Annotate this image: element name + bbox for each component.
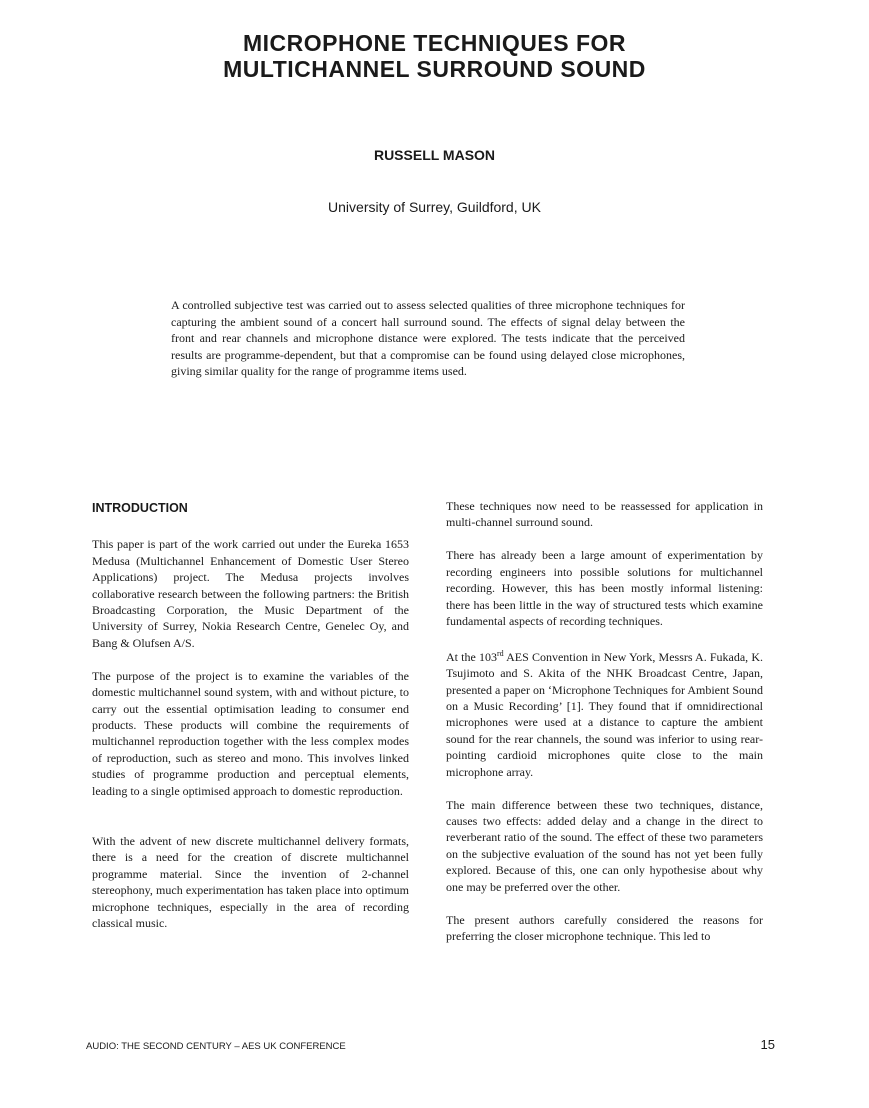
paper-title: [0, 30, 869, 82]
abstract: A controlled subjective test was carried out to assess selected qualities of three microphone techniques for capturing the ambient sound of a concert hall surround sound. The effects of signal delay between the front and rear channels and microphone distance were explored. The tests indicate that the perceived results are programme-dependent, but that a compromise can be found using delayed close microphones, giving similar quality for the range of programme items used.: [171, 298, 685, 379]
title-line-2: MULTICHANNEL SURROUND SOUND: [223, 56, 646, 82]
section-heading: INTRODUCTION: [92, 501, 188, 515]
paragraph: These techniques now need to be reassessed for application in multi-channel surround sound.: [446, 499, 763, 530]
paragraph: There has already been a large amount of experimentation by recording engineers into possible solutions for multichannel recording. However, this has been mostly informal listening: there has been little in the way of structured tests which examine fundamental aspects of recording techniques.: [446, 548, 763, 628]
author-affiliation: University of Surrey, Guildford, UK: [328, 199, 541, 215]
paragraph: The main difference between these two techniques, distance, causes two effects: added delay and a change in the direct to reverberant ratio of the sound. The effect of these two parameters on the subjective evaluation of the sound has not yet been fully explored. Because of this, one can only hypothesise about why one may be preferred over the other.: [446, 797, 763, 894]
conference-footer: AUDIO: THE SECOND CENTURY – AES UK CONFERENCE: [86, 1041, 346, 1052]
author-name: RUSSELL MASON: [373, 147, 496, 163]
left-column: [92, 498, 409, 948]
paragraph: With the advent of new discrete multichannel delivery formats, there is a need for the creation of discrete multichannel programme material. Since the invention of 2-channel stereophony, much experimentation has taken place into optimum microphone techniques, especially in the area of recording classical music.: [92, 834, 409, 931]
paragraph-text-start: At the 103: [446, 649, 497, 664]
page-number: 15: [760, 1037, 775, 1052]
ordinal-superscript: rd: [496, 648, 504, 658]
paragraph: The present authors carefully considered the reasons for preferring the closer microphone technique. This led to: [446, 912, 763, 943]
paragraph: [446, 646, 763, 780]
title-line-1: MICROPHONE TECHNIQUES FOR: [242, 30, 627, 56]
paragraph: This paper is part of the work carried out under the Eureka 1653 Medusa (Multichannel Enhancement of Domestic User Stereo Applications) project. The Medusa projects involves collaborative research between the following partners: the British Broadcasting Corporation, the Music Department of the University of Surrey, Nokia Research Centre, Genelec Oy, and Bang & Olufsen A/S.: [92, 537, 409, 650]
right-column: [446, 498, 763, 961]
paragraph: The purpose of the project is to examine the variables of the domestic multichannel sound system, with and without picture, to carry out the essential optimisation leading to consumer end products. These products will combine the requirements of multichannel reproduction together with the less complex modes of reproduction, such as stereo and mono. This involves linked studies of programme production and perceptual elements, leading to a single optimised approach to domestic reproduction.: [92, 668, 409, 798]
paragraph-text-rest: AES Convention in New York, Messrs A. Fukada, K. Tsujimoto and S. Akita of the NHK Broadcast Centre, Japan, presented a paper on ‘Microphone Techniques for Ambient Sound on a Music Recording’ [1]. They found that if omnidirectional microphones were used at a distance to capture the ambient sound for the rear channels, the sound was inferior to using rear-pointing cardioid microphones quite close to the main microphone array.: [446, 649, 763, 779]
